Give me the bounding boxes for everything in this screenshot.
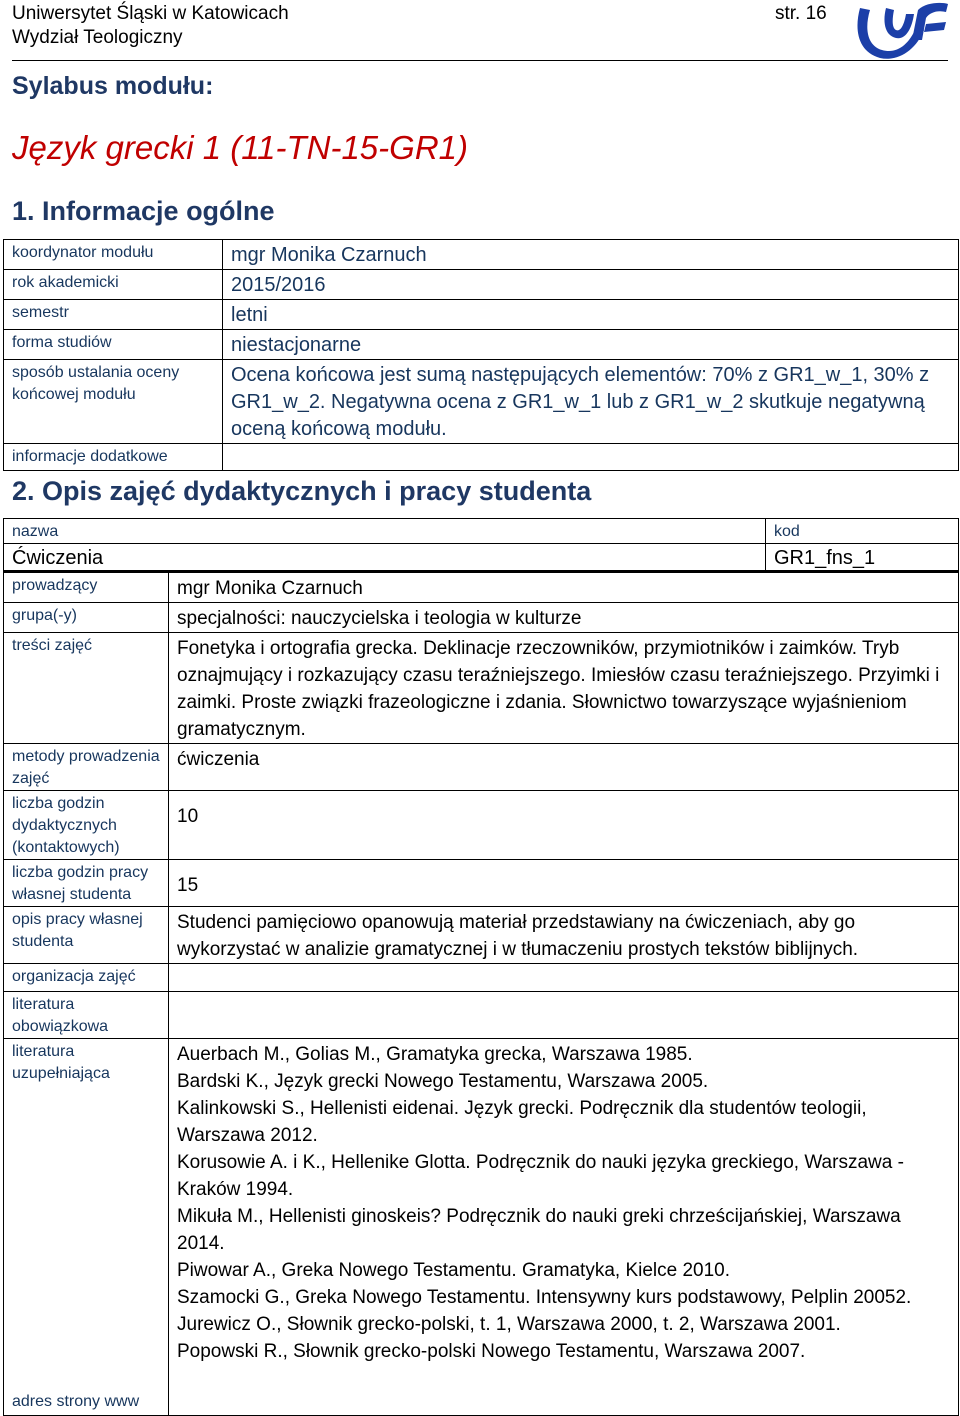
row-label: treści zajęć [4, 633, 169, 744]
row-label: sposób ustalania oceny końcowej modułu [4, 360, 223, 444]
row-label: semestr [4, 300, 223, 330]
table-row [4, 240, 959, 270]
row-label: grupa(-y) [4, 603, 169, 633]
row-value: ćwiczenia [169, 744, 959, 791]
row-value: 15 [169, 860, 959, 907]
module-title: Język grecki 1 (11-TN-15-GR1) [12, 129, 468, 166]
row-value: 2015/2016 [223, 270, 959, 300]
table-row [4, 444, 959, 471]
table-row [4, 270, 959, 300]
table-row [4, 907, 959, 964]
table-row [4, 964, 959, 992]
course-description-table [3, 518, 959, 1416]
header-divider [12, 60, 948, 61]
table-row [4, 992, 959, 1039]
nazwa-value: Ćwiczenia [4, 544, 766, 572]
nazwa-label: nazwa [4, 519, 766, 544]
table-row [4, 1039, 959, 1389]
table-row [4, 603, 959, 633]
row-label: liczba godzin dydaktycznych (kontaktowych) [4, 791, 169, 860]
university-name: Uniwersytet Śląski w Katowicach [12, 3, 289, 24]
row-value [223, 444, 959, 471]
literature-item: Mikuła M., Hellenisti ginoskeis? Podręcznik do nauki greki chrześcijańskiej, Warszawa 2014. [177, 1206, 901, 1254]
row-value: Studenci pamięciowo opanowują materiał przedstawiany na ćwiczeniach, aby go wykorzystać w analizie gramatycznej i w tłumaczeniu prostych tekstów biblijnych. [169, 907, 959, 964]
row-value: mgr Monika Czarnuch [169, 572, 959, 603]
literature-item: Kalinkowski S., Hellenisti eidenai. Język grecki. Podręcznik dla studentów teologii, Warszawa 2012. [177, 1098, 867, 1146]
row-value: mgr Monika Czarnuch [223, 240, 959, 270]
kod-label: kod [766, 519, 959, 544]
literature-item: Szamocki G., Greka Nowego Testamentu. Intensywny kurs podstawowy, Pelplin 20052. [177, 1287, 912, 1308]
literature-item: Bardski K., Język grecki Nowego Testamentu, Warszawa 2005. [177, 1071, 709, 1092]
table-row [4, 791, 959, 860]
literature-item: Jurewicz O., Słownik grecko-polski, t. 1, Warszawa 2000, t. 2, Warszawa 2001. [177, 1314, 841, 1335]
page-number: str. 16 [775, 3, 827, 24]
row-label: informacje dodatkowe [4, 444, 223, 471]
literature-item: Korusowie A. i K., Hellenike Glotta. Podręcznik do nauki języka greckiego, Warszawa - Kraków 1994. [177, 1152, 904, 1200]
table-row [4, 860, 959, 907]
general-info-table [3, 239, 959, 471]
row-value: 10 [169, 791, 959, 860]
literature-item: Piwowar A., Greka Nowego Testamentu. Gramatyka, Kielce 2010. [177, 1260, 731, 1281]
row-label: literatura obowiązkowa [4, 992, 169, 1039]
row-label: forma studiów [4, 330, 223, 360]
row-value [169, 992, 959, 1039]
row-label: organizacja zajęć [4, 964, 169, 992]
row-label: prowadzący [4, 572, 169, 603]
row-value: letni [223, 300, 959, 330]
row-label: literatura uzupełniająca [4, 1039, 169, 1389]
row-value: Fonetyka i ortografia grecka. Deklinacje rzeczowników, przymiotników i zaimków. Tryb oznajmujący i rozkazujący czasu teraźniejszego. Imiesłów czasu teraźniejszego. Przyimki i zaimki. Proste związki frazeologiczne i zdania. Słownictwo towarzyszące wyjaśnieniom gramatycznym. [169, 633, 959, 744]
table-row [4, 633, 959, 744]
row-label: rok akademicki [4, 270, 223, 300]
row-label: metody prowadzenia zajęć [4, 744, 169, 791]
table-row [4, 360, 959, 444]
row-value: Ocena końcowa jest sumą następujących elementów: 70% z GR1_w_1, 30% z GR1_w_2. Negatywna ocena z GR1_w_1 lub z GR1_w_2 skutkuje negatywną oceną końcową modułu. [223, 360, 959, 444]
row-label: liczba godzin pracy własnej studenta [4, 860, 169, 907]
section1-title: 1. Informacje ogólne [12, 196, 275, 226]
table-row [4, 744, 959, 791]
kod-value: GR1_fns_1 [766, 544, 959, 572]
literature-item: Popowski R., Słownik grecko-polski Nowego Testamentu, Warszawa 2007. [177, 1341, 806, 1362]
syllabus-label: Sylabus modułu: [12, 72, 214, 100]
row-label: opis pracy własnej studenta [4, 907, 169, 964]
row-value [169, 964, 959, 992]
table-row [4, 544, 959, 572]
table-row [4, 330, 959, 360]
row-label: koordynator modułu [4, 240, 223, 270]
row-value: niestacjonarne [223, 330, 959, 360]
university-logo-icon [846, 0, 950, 64]
table-row [4, 519, 959, 544]
table-row [4, 300, 959, 330]
table-row [4, 572, 959, 603]
literature-item: Auerbach M., Golias M., Gramatyka grecka, Warszawa 1985. [177, 1044, 693, 1065]
row-value: specjalności: nauczycielska i teologia w kulturze [169, 603, 959, 633]
section2-title: 2. Opis zajęć dydaktycznych i pracy studenta [12, 476, 592, 506]
literature-list [169, 1039, 959, 1416]
row-label: adres strony www [4, 1389, 169, 1416]
faculty-name: Wydział Teologiczny [12, 27, 183, 48]
